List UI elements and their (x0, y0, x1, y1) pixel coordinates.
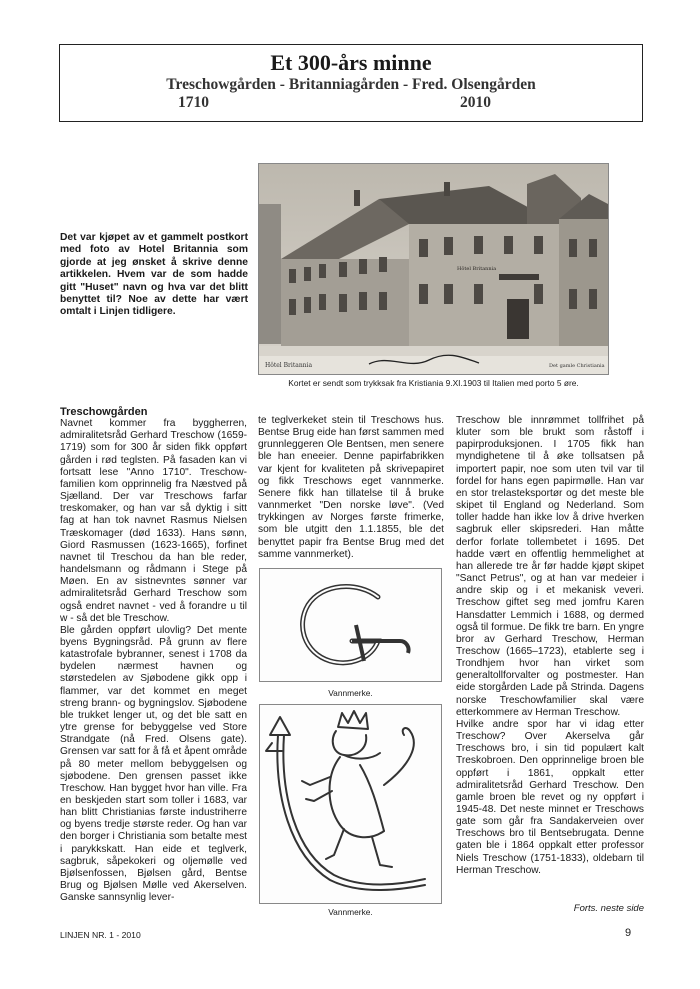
page-number: 9 (625, 927, 632, 939)
figure-caption: Vannmerke. (328, 688, 373, 698)
hotel-britannia-photo (258, 163, 609, 375)
year-end: 2010 (460, 94, 491, 111)
title-box (59, 44, 643, 122)
article-column-3 (456, 415, 644, 877)
year-start: 1710 (178, 94, 209, 111)
watermark-figure-lion (259, 704, 442, 904)
figure-caption: Vannmerke. (328, 907, 373, 917)
hotel-sign: Hôtel Britannia (457, 266, 497, 272)
article-column-1 (60, 406, 247, 904)
footer-publication: LINJEN NR. 1 - 2010 (60, 930, 141, 940)
continued-note: Forts. neste side (573, 903, 644, 914)
paragraph: Hvilke andre spor har vi idag etter Treschow? Over Akerselva går Treschows bro, i sin tid populært kalt Treskobroen. Den opprinnelige broen ble oppført i 1861, oppkalt etter admiralitetsråd Gerhard Treschow. Den gamle broen ble revet og ny oppført i 1945-48. Det neste minnet er Treschows gate som går fra Sandakerveien over Treschows bro til Bentsebrugata. Denne gaten ble i 1864 oppkalt etter professor Niels Treschow (1751-1833), oldebarn til Herman Treschow. (456, 718, 644, 876)
postcard-illustration (259, 164, 608, 374)
photo-caption: Kortet er sendt som trykksak fra Kristiania 9.XI.1903 til Italien med porto 5 øre. (288, 378, 579, 388)
paragraph: Treschow ble innrømmet tollfrihet på kluter som ble brukt som råstoff i papirproduksjonen. I 1705 fikk han myndighetene til å øke tollsatsen på importert papir, noe som uten tvil var til fordel for hans egen papirmølle. Han var en stor trelasteksportør og det meste ble skipet til England og Nederland. Som toller hadde han ikke lov å drive hverken sagbruk eller skipsrederi. Han måtte derfor forlate tollembetet i 1695. Det hadde vært en offentlig hemmelighet at han allerede tre år før hadde kjøpt skipet "Sanct Petrus", og at han var medeier i andre skip og i et mekanisk veveri. Treschow giftet seg med jomfru Karen Hansdatter Lemmich i 1688, og dermed også til formue. De fikk tre barn. En yngre bror av Gerhard Treschow, Herman Treschow (1665–1723), etablerte seg i Trondhjem hvor han virket som generaltollforvalter og postmester. Han eide storgården Lade på Strinda. Dagens norske Treschowfamilier skal være etterkommere av Herman Treschow. (456, 415, 644, 718)
watermark-lion-illustration (260, 705, 441, 903)
paragraph: te teglverkeket stein til Treschows hus. Bentse Brug eide han først sammen med grunnleggeren Ole Bentsen, men senere ble han eneeier. Denne papirfabrikken var kjent for kvaliteten på skrivepapiret og fikk Treschows eget vannmerke. Senere fikk han tillatelse til å bruke vannmerket "Den norske løve". (Ved trykkingen av Norges første frimerke, som ble utgitt den 1.1.1855, ble det benyttet papir fra Bentse Brug med det samme vannmerket). (258, 415, 444, 560)
watermark-g-illustration (260, 569, 441, 681)
article-column-2 (258, 415, 444, 561)
postcard-label-right: Det gamle Christiania (549, 363, 605, 369)
paragraph: Ble gården oppført ulovlig? Det mente byens Bygningsråd. På grunn av flere katastrofale bybranner, senest i 1708 da bydelen nærmest havnen og størstedelen av Sjøbodene gikk opp i flammer, var det kommet en meget streng brann- og bygningslov. Sjøbodene ble trukket lenger ut, og det ble satt en ytre grense for bebyggelse ved Store Strandgate (nå Fred. Olsens gate). Grensen var satt for å få et åpent område på 80 meter mellom bebyggelsen og sjøbodene. Den grensen passet ikke Treschow. Han bygget hvor han ville. Fra en beskjeden start som toller i 1683, var han blitt Christianias første industriherre og byens tredje største reder. Og han var den borger i Christiania som betalte mest i parykkskatt. Han eide et teglverk, sagbruk, såpekokeri og oljemølle ved Bjølsenfossen, Bjølsen gård, Bentse Brug og Bjølsen Mølle ved Akerselven. Ganske sannsynlig lever- (60, 624, 247, 904)
section-heading: Treschowgården (60, 406, 148, 418)
page-subtitle: Treschowgården - Britanniagården - Fred. Olsengården (166, 76, 536, 93)
watermark-figure-g (259, 568, 442, 682)
intro-text: Det var kjøpet av et gammelt postkort med foto av Hotel Britannia som gjorde at jeg ønsket å skrive denne artikkelen. Hvem var de som hadde gitt "Huset" navn og hva var det blitt benyttet til? Noe av dette har vært omtalt i Linjen tidligere. (60, 232, 248, 318)
postcard-label-left: Hôtel Britannia (265, 362, 313, 369)
page-title: Et 300-års minne (270, 50, 432, 75)
paragraph: Navnet kommer fra byggherren, admiralitetsråd Gerhard Treschow (1659-1719) som for 300 år siden fikk oppført gården i rød teglsten. På fasaden kan vi fortsatt lese "Anno 1710". Treschow-familien kom opprinnelig fra Næstved på Sjælland. Der var Treschows farfar treskomaker, og han var så dyktig i sitt fag at han tok navnet Rasmus Nielsen Træskomager (død 1633). Hans sønn, Giord Rasmussen (1623-1665), forfinet navnet til Treschou da han ble reder, handelsmann og rådmann i Stege på Møen. En av sistnevntes sønner var admiralitetsråd Gerhard Treschow som også endret navnet - ved å forandre u til w - så det ble Treschow. (60, 418, 247, 624)
year-row (60, 94, 642, 114)
